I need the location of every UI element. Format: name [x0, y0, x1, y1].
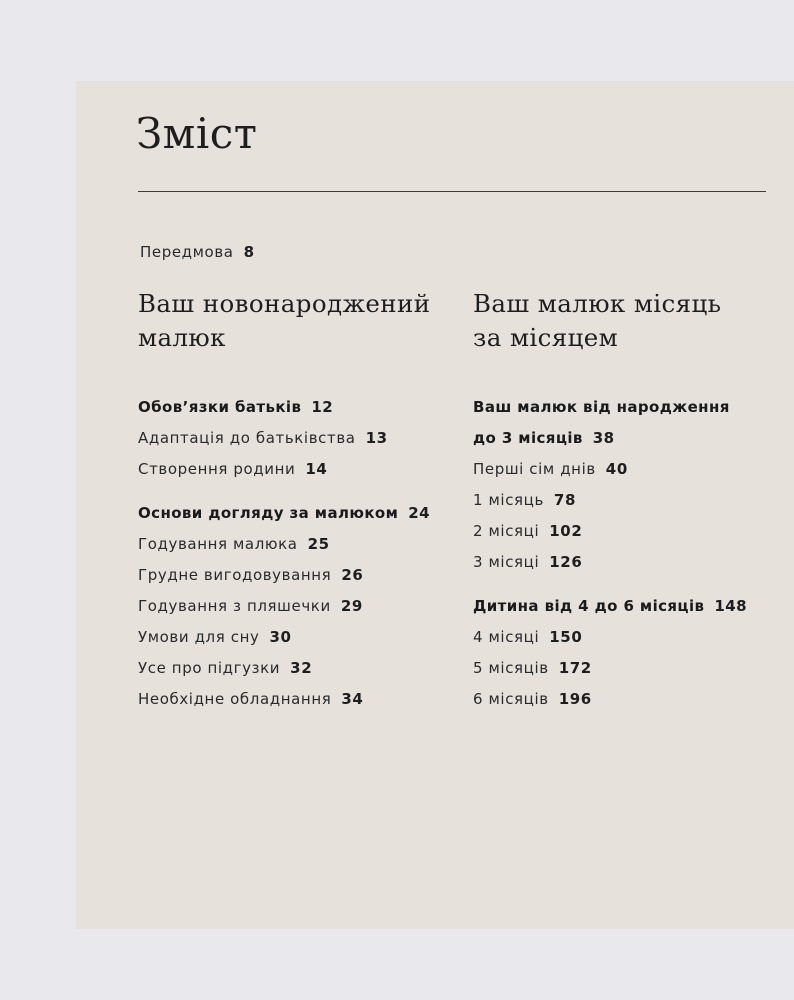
entry-page-number: 30: [269, 628, 292, 646]
section-title-month-by-month: [473, 287, 794, 355]
entry-page-number: 13: [365, 429, 388, 447]
entry-label: Умови для сну: [138, 628, 260, 646]
entry-page-number: 150: [549, 628, 583, 646]
toc-column-left: [138, 287, 468, 715]
entry-label: Ваш малюк від народження: [473, 398, 730, 416]
toc-entry[interactable]: [473, 653, 794, 684]
entry-page-number: 24: [408, 504, 430, 522]
section-title-newborn: [138, 287, 468, 355]
entry-page-number: 196: [558, 690, 592, 708]
entry-label: Створення родини: [138, 460, 296, 478]
toc-chapter-entry[interactable]: [138, 498, 468, 529]
toc-chapter-entry-continued[interactable]: [473, 423, 794, 454]
title-divider: [138, 191, 766, 192]
entry-label: 3 місяці: [473, 553, 540, 571]
toc-entry[interactable]: [138, 653, 468, 684]
entry-label: Дитина від 4 до 6 місяців: [473, 597, 705, 615]
entry-label: до 3 місяців: [473, 429, 583, 447]
entry-page-number: 38: [592, 429, 615, 447]
entry-label: Годування малюка: [138, 535, 298, 553]
toc-chapter-entry[interactable]: [138, 392, 468, 423]
toc-entry[interactable]: [473, 547, 794, 578]
page-title: Зміст: [136, 109, 258, 158]
toc-entry[interactable]: [473, 454, 794, 485]
entry-page-number: 14: [305, 460, 328, 478]
entry-page-number: 78: [553, 491, 576, 509]
toc-entry[interactable]: [138, 684, 468, 715]
toc-entry[interactable]: [473, 622, 794, 653]
entry-label: Грудне вигодовування: [138, 566, 332, 584]
toc-chapter-entry[interactable]: [473, 392, 794, 423]
entry-label: Годування з пляшечки: [138, 597, 331, 615]
entry-label: 2 місяці: [473, 522, 540, 540]
toc-chapter-entry[interactable]: [473, 591, 794, 622]
toc-column-right: [473, 287, 794, 715]
entry-label: Необхідне обладнання: [138, 690, 332, 708]
toc-entry[interactable]: [138, 529, 468, 560]
toc-entry-preface[interactable]: [140, 243, 255, 261]
entry-label: Адаптація до батьківства: [138, 429, 356, 447]
entry-label: Усе про підгузки: [138, 659, 281, 677]
entry-label: Перші сім днів: [473, 460, 596, 478]
toc-entry[interactable]: [473, 485, 794, 516]
entry-label: Основи догляду за малюком: [138, 504, 399, 522]
entry-page-number: 29: [340, 597, 363, 615]
section-title-line: Ваш новонароджений: [138, 289, 431, 318]
entry-page-number: 25: [307, 535, 330, 553]
entry-page-number: 172: [558, 659, 592, 677]
toc-entry[interactable]: [473, 516, 794, 547]
toc-entry[interactable]: [138, 560, 468, 591]
entry-label: Обов’язки батьків: [138, 398, 302, 416]
entry-page-number: 32: [290, 659, 313, 677]
book-page: [76, 81, 794, 929]
toc-entry[interactable]: [138, 454, 468, 485]
entry-page-number: 126: [549, 553, 583, 571]
entry-page-number: 12: [311, 398, 334, 416]
entry-page-number: 148: [714, 597, 747, 615]
toc-group-4-to-6-months: [473, 591, 794, 715]
toc-entry[interactable]: [138, 423, 468, 454]
toc-entry[interactable]: [473, 684, 794, 715]
entry-label: 4 місяці: [473, 628, 540, 646]
entry-label: 1 місяць: [473, 491, 544, 509]
entry-page-number: 26: [341, 566, 364, 584]
toc-entry[interactable]: [138, 591, 468, 622]
entry-page-number: 40: [605, 460, 628, 478]
entry-label: 6 місяців: [473, 690, 549, 708]
toc-group-parent-duties: [138, 392, 468, 485]
entry-page-number: 102: [549, 522, 583, 540]
section-title-line: за місяцем: [473, 323, 619, 352]
section-title-line: малюк: [138, 323, 226, 352]
entry-page-number: 34: [341, 690, 364, 708]
toc-group-baby-care: [138, 498, 468, 715]
entry-page-number: 8: [243, 243, 255, 261]
entry-label: 5 місяців: [473, 659, 549, 677]
toc-entry[interactable]: [138, 622, 468, 653]
section-title-line: Ваш малюк місяць: [473, 289, 722, 318]
entry-label: Передмова: [140, 243, 234, 261]
toc-group-birth-to-3-months: [473, 392, 794, 578]
